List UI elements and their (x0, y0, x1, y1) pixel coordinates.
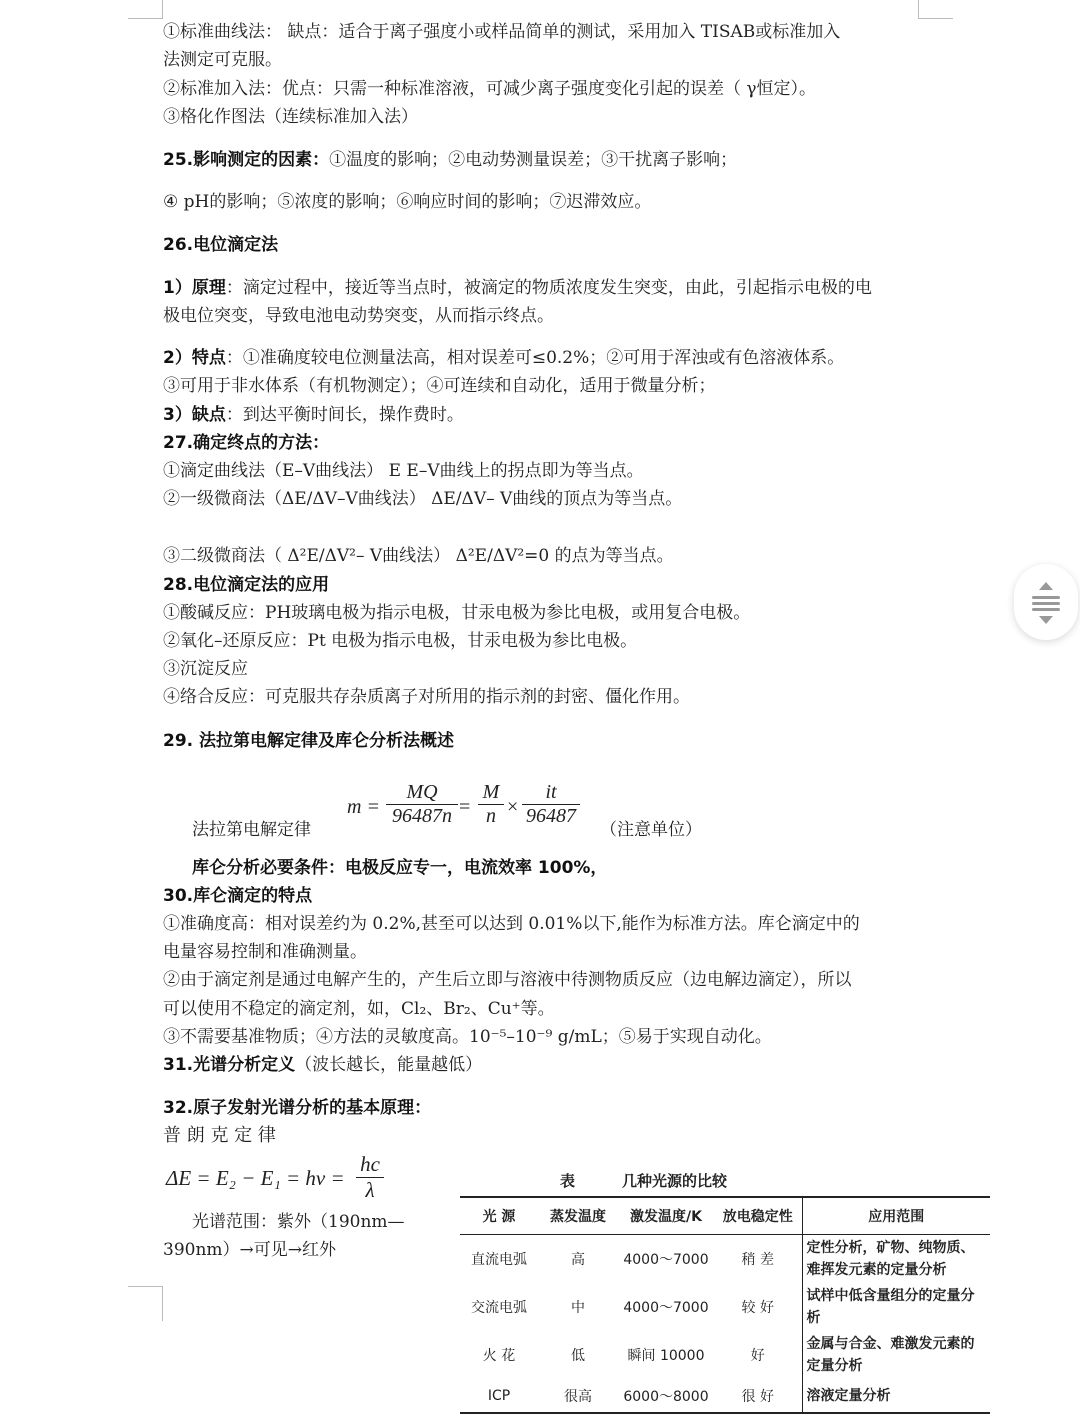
sec26-drawbacks (163, 403, 464, 427)
faraday-fraction-1 (386, 781, 458, 828)
sec29-title: 29. 法拉第电解定律及库仑分析法概述 (163, 731, 455, 751)
page-corner-mark-top-left (128, 0, 163, 19)
sec30-line-1: ①准确度高：相对误差约为 0.2%,甚至可以达到 0.01%以下,能作为标准方法。库仑滴定中的 (163, 914, 860, 934)
sec26-principle-text: ：滴定过程中，接近等当点时，被滴定的物质浓度发生突变，由此，引起指示电极的电 (225, 278, 872, 298)
sec31-title: 31.光谱分析定义 (163, 1055, 296, 1075)
sec28-line-4: ④络合反应：可克服共存杂质离子对所用的指示剂的封密、僵化作用。 (163, 687, 690, 707)
sec27-title: 27.确定终点的方法： (163, 433, 330, 453)
sec26-drawbacks-text: ：到达平衡时间长，操作费时。 (225, 405, 464, 425)
planck-fraction (356, 1152, 384, 1203)
sec31-line (163, 1053, 482, 1077)
spectral-range-line-2: 390nm）→可见→红外 (163, 1240, 337, 1260)
table-cell: 试样中低含量组分的定量分析 (802, 1283, 990, 1331)
sec26-features-label: 2）特点 (163, 348, 226, 368)
table-cell: 稍 差 (741, 1252, 774, 1268)
sec26-features-text-2: ③可用于非水体系（有机物测定）；④可连续和自动化，适用于微量分析； (163, 376, 716, 396)
sec30-line-5: ③不需要基准物质；④方法的灵敏度高。10⁻⁵–10⁻⁹ g/mL；⑤易于实现自动化。 (163, 1027, 772, 1047)
spectral-range-line-1: 光谱范围：紫外（190nm— (192, 1212, 405, 1232)
sec30-line-4: 可以使用不稳定的滴定剂，如，Cl₂、Br₂、Cu⁺等。 (163, 999, 555, 1019)
table-cell: 高 (571, 1252, 585, 1268)
scroll-navigation-button[interactable] (1014, 564, 1078, 640)
faraday-eq-times: × (507, 796, 519, 818)
planck-equation-left: ΔE = E₂ − E₁ = hν = (166, 1166, 345, 1190)
coulometry-condition: 库仑分析必要条件：电极反应专一，电流效率 100%， (192, 858, 608, 878)
faraday-fraction-1-denominator: 96487n (392, 805, 452, 827)
sec27-line-3: ③二级微商法（ Δ²E/ΔV²– V曲线法） Δ²E/ΔV²=0 的点为等当点。 (163, 546, 674, 566)
table-header-cell: 光 源 (460, 1197, 538, 1235)
sec26-title: 26.电位滴定法 (163, 235, 279, 255)
faraday-fraction-1-numerator: MQ (386, 781, 458, 805)
sec28-line-3: ③沉淀反应 (163, 659, 248, 679)
sec27-line-1: ①滴定曲线法（E–V曲线法） E E–V曲线上的拐点即为等当点。 (163, 461, 644, 481)
faraday-fraction-2-numerator: M (478, 781, 504, 805)
faraday-eq-equals: = (459, 796, 471, 818)
sec28-title: 28.电位滴定法的应用 (163, 575, 330, 595)
faraday-fraction-3-denominator: 96487 (526, 805, 576, 827)
table-header-cell: 蒸发温度 (538, 1197, 618, 1235)
sec24-line-2: 法测定可克服。 (163, 50, 282, 70)
sec28-line-1: ①酸碱反应：PH玻璃电极为指示电极，甘汞电极为参比电极，或用复合电极。 (163, 603, 751, 623)
sec24-line-3: ②标准加入法：优点：只需一种标准溶液，可减少离子强度变化引起的误差（ γ恒定）。 (163, 79, 817, 99)
table-caption-prefix: 表 (560, 1172, 576, 1190)
table-cell: 直流电弧 (471, 1252, 527, 1268)
sec28-line-2: ②氧化–还原反应：Pt 电极为指示电极，甘汞电极为参比电极。 (163, 631, 638, 651)
table-header-cell: 激发温度/K (618, 1197, 714, 1235)
sec25-line-2: ④ pH的影响；⑤浓度的影响；⑥响应时间的影响；⑦迟滞效应。 (163, 192, 652, 212)
sec26-features (163, 346, 844, 370)
table-cell: 很 好 (714, 1379, 802, 1413)
sec27-line-2: ②一级微商法（ΔE/ΔV–V曲线法） ΔE/ΔV– V曲线的顶点为等当点。 (163, 489, 683, 509)
planck-law-label: 普 朗 克 定 律 (163, 1125, 276, 1146)
sec25-line-1 (163, 148, 737, 172)
scroll-handle-icon (1014, 564, 1078, 640)
table-row (460, 1283, 990, 1331)
table-cell: 4000～7000 (623, 1252, 709, 1268)
sec24-line-4: ③格化作图法（连续标准加入法） (163, 107, 418, 127)
sec26-drawbacks-label: 3）缺点 (163, 405, 226, 425)
faraday-law-label: 法拉第电解定律 (192, 820, 311, 840)
table-cell: 好 (750, 1348, 765, 1364)
table-caption: 几种光源的比较 (622, 1172, 728, 1190)
table-cell: 瞬间 10000 (627, 1348, 705, 1364)
table-cell: 中 (571, 1300, 585, 1316)
table-cell: 6000～8000 (618, 1379, 714, 1413)
table-cell: 较 好 (741, 1300, 774, 1316)
table-header-cell: 放电稳定性 (714, 1197, 802, 1235)
table-cell: 火 花 (482, 1348, 516, 1364)
table-cell: 交流电弧 (471, 1300, 527, 1316)
faraday-fraction-2-denominator: n (486, 805, 496, 827)
table-row (460, 1235, 990, 1284)
sec25-title: 25.影响测定的因素： (163, 150, 330, 170)
sec26-principle-text-2: 极电位突变，导致电池电动势突变，从而指示终点。 (163, 306, 554, 326)
table-cell: 很高 (538, 1379, 618, 1413)
faraday-fraction-3 (522, 781, 580, 828)
table-cell: 低 (571, 1348, 585, 1364)
sec24-line-1: ①标准曲线法： 缺点：适合于离子强度小或样品简单的测试，采用加入 TISAB或标准加入 (163, 22, 841, 42)
page-corner-mark-bottom-left (128, 1286, 163, 1321)
sec26-principle (163, 276, 872, 300)
planck-fraction-numerator: hc (356, 1152, 384, 1178)
faraday-unit-note: （注意单位） (600, 820, 702, 840)
sec26-principle-label: 1）原理 (163, 278, 226, 298)
sec30-title: 30.库仑滴定的特点 (163, 886, 313, 906)
faraday-fraction-2 (478, 781, 504, 828)
faraday-fraction-3-numerator: it (522, 781, 580, 805)
sec25-text-1: ①温度的影响；②电动势测量误差；③干扰离子影响； (329, 150, 738, 170)
table-cell: 溶液定量分析 (802, 1379, 990, 1413)
table-cell: 定性分析，矿物、纯物质、难挥发元素的定量分析 (802, 1235, 990, 1284)
sec30-line-3: ②由于滴定剂是通过电解产生的，产生后立即与溶液中待测物质反应（边电解边滴定），所以 (163, 970, 852, 990)
table-cell: ICP (460, 1379, 538, 1413)
table-cell: 金属与合金、难激发元素的定量分析 (802, 1331, 990, 1379)
light-source-comparison-table (460, 1196, 990, 1414)
table-header-cell: 应用范围 (802, 1197, 990, 1235)
table-row (460, 1379, 990, 1413)
faraday-eq-m: m = (347, 796, 380, 818)
sec26-features-text: ：①准确度较电位测量法高，相对误差可≤0.2%；②可用于浑浊或有色溶液体系。 (225, 348, 845, 368)
table-row (460, 1331, 990, 1379)
table-cell: 4000～7000 (623, 1300, 709, 1316)
sec31-text: （波长越长，能量越低） (295, 1055, 483, 1075)
table-header-row (460, 1197, 990, 1235)
sec30-line-2: 电量容易控制和准确测量。 (163, 942, 367, 962)
page-corner-mark-top-right (918, 0, 953, 19)
sec32-title: 32.原子发射光谱分析的基本原理： (163, 1098, 432, 1118)
planck-fraction-denominator: λ (365, 1178, 375, 1202)
